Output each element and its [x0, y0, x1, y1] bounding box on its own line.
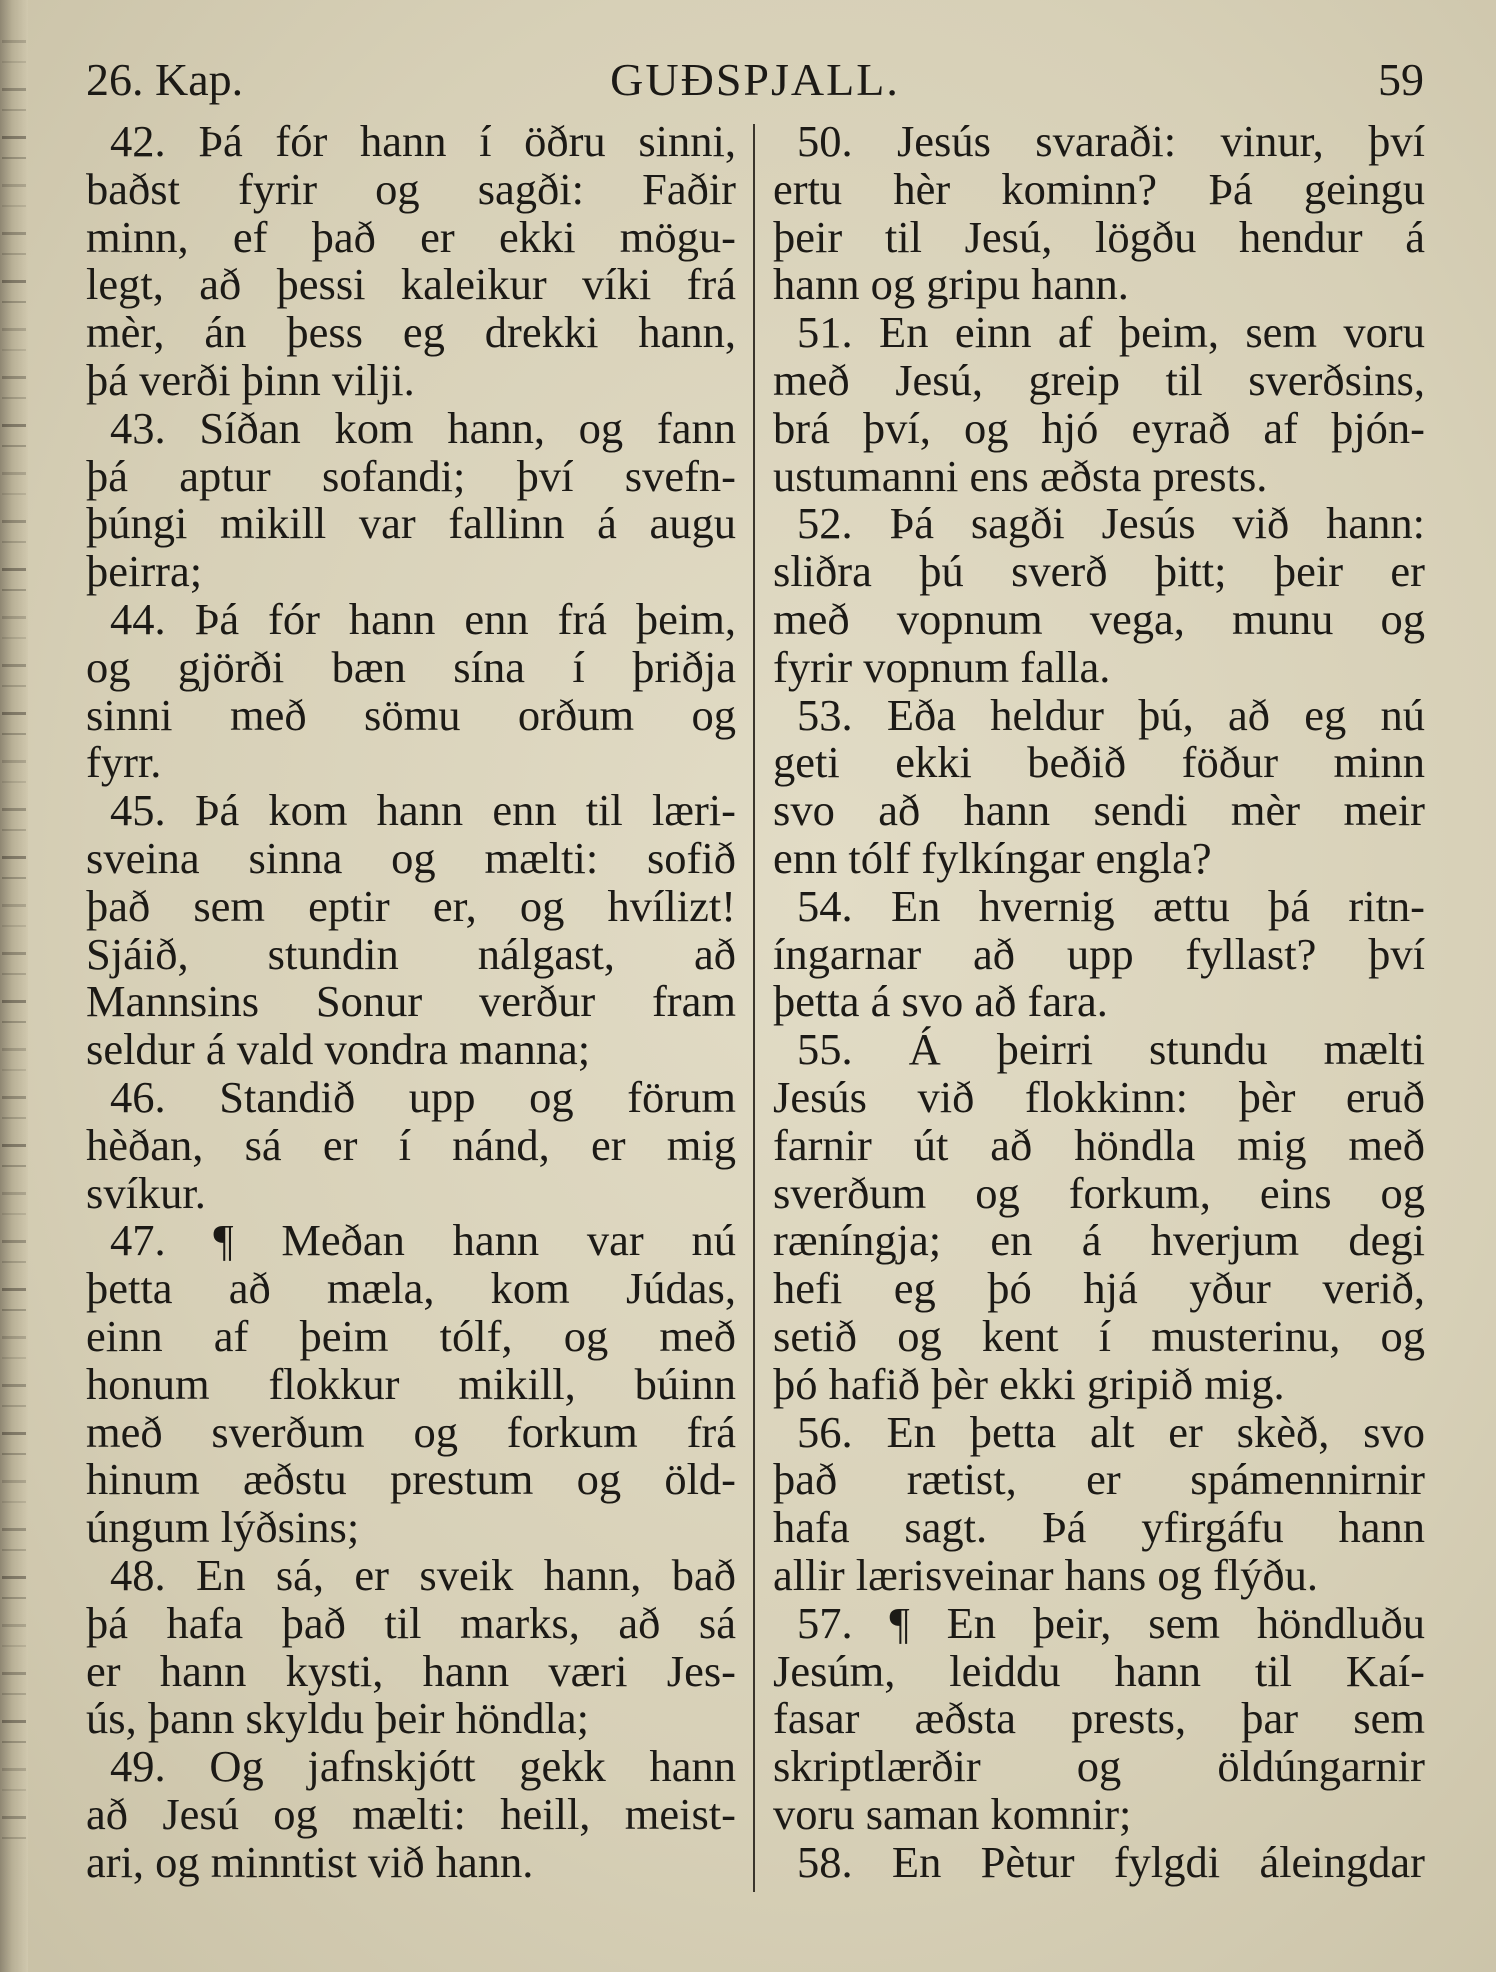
chapter-label: 26. Kap.	[86, 54, 244, 105]
page-title: GUÐSPJALL.	[610, 54, 900, 105]
text-line: þó hafið þèr ekki gripið mig.	[773, 1358, 1285, 1409]
text-line: hèðan, sá er í nánd, er mig	[86, 1119, 736, 1170]
text-line: hann og gripu hann.	[773, 259, 1129, 310]
facing-page-fragment	[2, 1096, 26, 1119]
facing-page-fragment	[2, 1144, 26, 1167]
text-line: legt, að þessi kaleikur víki frá	[86, 259, 736, 310]
facing-page-fragment	[2, 616, 26, 639]
text-line: þeir til Jesú, lögðu hendur á	[773, 211, 1425, 262]
facing-page-fragment	[2, 1576, 26, 1599]
facing-page-fragment	[2, 568, 26, 591]
text-line: að Jesú og mælti: heill, meist-	[86, 1788, 736, 1839]
text-line: honum flokkur mikill, búinn	[86, 1358, 736, 1409]
text-line: mèr, án þess eg drekki hann,	[86, 307, 736, 358]
text-line: 53. Eða heldur þú, að eg nú	[797, 689, 1425, 740]
text-line: þetta að mæla, kom Júdas,	[86, 1263, 736, 1314]
facing-page-fragment	[2, 808, 26, 831]
facing-page-fragment	[2, 952, 26, 975]
text-line: sliðra þú sverð þitt; þeir er	[773, 546, 1425, 597]
text-line: 51. En einn af þeim, sem voru	[797, 307, 1425, 358]
text-line: 52. Þá sagði Jesús við hann:	[797, 498, 1425, 549]
text-line: sinni með sömu orðum og	[86, 689, 736, 740]
text-line: setið og kent í musterinu, og	[773, 1310, 1425, 1361]
text-line: ustumanni ens æðsta prests.	[773, 450, 1268, 501]
facing-page-fragment	[2, 424, 26, 447]
text-line: 44. Þá fór hann enn frá þeim,	[110, 593, 736, 644]
text-line: 45. Þá kom hann enn til læri-	[110, 785, 736, 836]
text-line: ræníngja; en á hverjum degi	[773, 1215, 1425, 1266]
facing-page-fragment	[2, 136, 26, 159]
text-line: ertu hèr kominn? Þá geingu	[773, 163, 1425, 214]
text-line: einn af þeim tólf, og með	[86, 1310, 736, 1361]
left-text-column	[86, 118, 736, 1886]
facing-page-fragment	[2, 520, 26, 543]
text-line: og gjörði bæn sína í þriðja	[86, 641, 736, 692]
facing-page-edge	[0, 0, 28, 1972]
text-line: þúngi mikill var fallinn á augu	[86, 498, 736, 549]
facing-page-fragment	[2, 1480, 26, 1503]
text-line: með sverðum og forkum frá	[86, 1406, 736, 1457]
text-line: 47. ¶ Meðan hann var nú	[110, 1215, 736, 1266]
facing-page-fragment	[2, 712, 26, 735]
text-line: það sem eptir er, og hvílizt!	[86, 880, 736, 931]
text-line: 42. Þá fór hann í öðru sinni,	[110, 116, 736, 166]
text-line: voru saman komnir;	[773, 1788, 1132, 1839]
text-line: sveina sinna og mælti: sofið	[86, 832, 736, 883]
text-line: baðst fyrir og sagði: Faðir	[86, 163, 736, 214]
facing-page-fragment	[2, 760, 26, 783]
text-line: svo að hann sendi mèr meir	[773, 785, 1425, 836]
facing-page-fragment	[2, 1432, 26, 1455]
facing-page-fragment	[2, 1240, 26, 1263]
page-number: 59	[1378, 54, 1424, 105]
facing-page-fragment	[2, 1336, 26, 1359]
text-line: 50. Jesús svaraði: vinur, því	[797, 116, 1425, 166]
text-line: geti ekki beðið föður minn	[773, 737, 1425, 788]
text-line: 46. Standið upp og förum	[110, 1071, 736, 1122]
text-line: 48. En sá, er sveik hann, bað	[110, 1549, 736, 1600]
text-line: úngum lýðsins;	[86, 1502, 360, 1553]
facing-page-fragment	[2, 472, 26, 495]
facing-page-fragment	[2, 1720, 26, 1743]
facing-page-fragment	[2, 1384, 26, 1407]
facing-page-fragment	[2, 328, 26, 351]
text-line: ús, þann skyldu þeir höndla;	[86, 1693, 590, 1744]
facing-page-fragment	[2, 1000, 26, 1023]
facing-page-fragment	[2, 1288, 26, 1311]
text-line: Sjáið, stundin nálgast, að	[86, 928, 736, 979]
text-line: farnir út að höndla mig með	[773, 1119, 1425, 1170]
text-line: fyrir vopnum falla.	[773, 641, 1111, 692]
text-line: hafa sagt. Þá yfirgáfu hann	[773, 1502, 1425, 1553]
text-line: 56. En þetta alt er skèð, svo	[797, 1406, 1425, 1457]
text-line: brá því, og hjó eyrað af þjón-	[773, 402, 1425, 453]
facing-page-fragment	[2, 664, 26, 687]
facing-page-fragment	[2, 856, 26, 879]
facing-page-fragment	[2, 184, 26, 207]
facing-page-fragment	[2, 88, 26, 111]
facing-page-fragment	[2, 904, 26, 927]
facing-page-fragment	[2, 1624, 26, 1647]
facing-page-fragment	[2, 1528, 26, 1551]
text-line: hefi eg þó hjá yður verið,	[773, 1263, 1425, 1314]
text-line: 58. En Pètur fylgdi áleingdar	[797, 1836, 1425, 1887]
facing-page-fragment	[2, 280, 26, 303]
facing-page-fragment	[2, 1048, 26, 1071]
text-line: þeirra;	[86, 546, 203, 597]
text-line: þá verði þinn vilji.	[86, 354, 415, 405]
facing-page-fragment	[2, 1192, 26, 1215]
text-line: allir lærisveinar hans og flýðu.	[773, 1549, 1319, 1600]
text-line: með vopnum vega, munu og	[773, 593, 1425, 644]
text-line: fasar æðsta prests, þar sem	[773, 1693, 1425, 1744]
text-line: Jesús við flokkinn: þèr eruð	[773, 1071, 1425, 1122]
text-line: seldur á vald vondra manna;	[86, 1024, 591, 1075]
facing-page-fragment	[2, 1768, 26, 1791]
facing-page-fragment	[2, 1672, 26, 1695]
text-line: 55. Á þeirri stundu mælti	[797, 1024, 1425, 1075]
column-rule	[753, 124, 755, 1892]
text-line: 57. ¶ En þeir, sem höndluðu	[797, 1597, 1425, 1648]
facing-page-fragment	[2, 232, 26, 255]
text-line: með Jesú, greip til sverðsins,	[773, 354, 1425, 405]
text-line: Mannsins Sonur verður fram	[86, 976, 736, 1027]
text-line: hinum æðstu prestum og öld-	[86, 1454, 736, 1505]
text-line: sverðum og forkum, eins og	[773, 1167, 1425, 1218]
text-line: þá hafa það til marks, að sá	[86, 1597, 736, 1648]
text-line: íngarnar að upp fyllast? því	[773, 928, 1425, 979]
text-line: svíkur.	[86, 1167, 206, 1218]
text-line: 43. Síðan kom hann, og fann	[110, 402, 736, 453]
text-line: minn, ef það er ekki mögu-	[86, 211, 736, 262]
text-line: skriptlærðir og öldúngarnir	[773, 1741, 1425, 1792]
facing-page-fragment	[2, 1816, 26, 1839]
text-line: fyrr.	[86, 737, 162, 788]
text-line: 49. Og jafnskjótt gekk hann	[110, 1741, 736, 1792]
facing-page-fragment	[2, 376, 26, 399]
right-text-column	[773, 118, 1425, 1886]
text-line: þetta á svo að fara.	[773, 976, 1108, 1027]
text-line: enn tólf fylkíngar engla?	[773, 832, 1212, 883]
text-line: ari, og minntist við hann.	[86, 1836, 534, 1887]
text-line: það rætist, er spámennirnir	[773, 1454, 1425, 1505]
text-line: þá aptur sofandi; því svefn-	[86, 450, 736, 501]
text-line: 54. En hvernig ættu þá ritn-	[797, 880, 1425, 931]
text-line: er hann kysti, hann væri Jes-	[86, 1645, 736, 1696]
running-head	[86, 52, 1424, 108]
text-line: Jesúm, leiddu hann til Kaí-	[773, 1645, 1425, 1696]
facing-page-fragment	[2, 40, 26, 63]
